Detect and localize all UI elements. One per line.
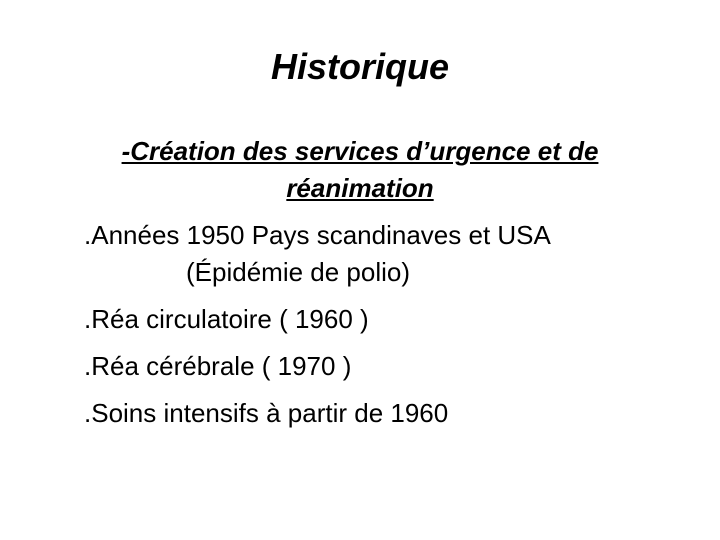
subtitle-line-2: réanimation bbox=[286, 173, 434, 203]
slide-title: Historique bbox=[270, 46, 449, 87]
slide-subtitle bbox=[110, 133, 610, 207]
list-item-rea-cerebrale: .Réa cérébrale ( 1970 ) bbox=[84, 351, 352, 381]
list-item-epidemie-polio: (Épidémie de polio) bbox=[186, 257, 411, 287]
list-item-soins-intensifs: .Soins intensifs à partir de 1960 bbox=[84, 398, 449, 428]
list-item-annees-1950: .Années 1950 Pays scandinaves et USA bbox=[84, 220, 551, 250]
subtitle-line-1: -Création des services d’urgence et de bbox=[121, 136, 599, 166]
list-item-rea-circulatoire: .Réa circulatoire ( 1960 ) bbox=[84, 304, 369, 334]
